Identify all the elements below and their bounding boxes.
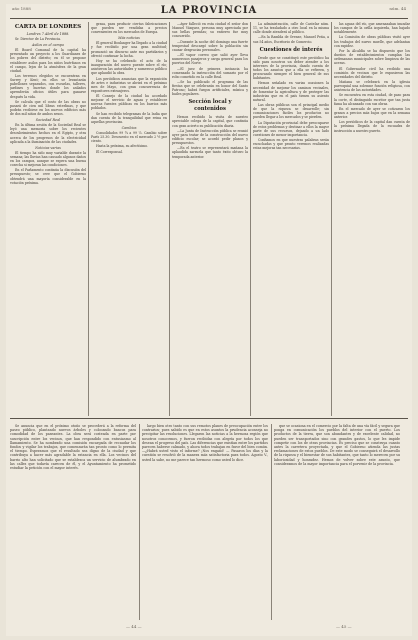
paragraph-5-8: Los periódicos de la capital dan cuenta de la próxima llegada de la escuadra de instrucción a nuestro puerto. (334, 120, 410, 133)
paragraph-4-5: Hemos señalado en varias ocasiones la necesidad de mejorar los caminos vecinales, de fomentar la agricultura y de proteger las industrias que en el país tienen su asiento natural. (253, 81, 329, 102)
column-2 (91, 22, 167, 416)
paragraph-4-8: Confiamos en que nuestras palabras serán escuchadas y que pronto veremos realizadas estas mejoras tan necesarias. (253, 138, 329, 151)
paragraph-1-5: El Board Comunal de la capital ha presentado un proyecto a los Guardianes de los pobres del distrito; en él se propone establecer asilos para los niños huérfanos en el campo, lejos de la atmósfera de la gran ciudad. (10, 48, 86, 73)
newspaper-page (6, 4, 412, 636)
paragraph-4-6: Las obras públicas son el principal medio de que la riqueza se desarrolle; sin comunicaciones fáciles los productos no pueden llegar a los mercados y se pierden. (253, 103, 329, 120)
paragraph-2-10: Hasta la próxima, su afectísimo. (96, 144, 149, 149)
column-rule (88, 22, 89, 416)
page-number-left: — 44 — (126, 624, 142, 629)
paragraph-1-6: Los terrenos elegidos se encuentran en Surrey y Kent; en ellos se levantarán pabellones separados, con escuelas, talleres, jardines y huertas donde los asilados aprenderán oficios útiles para ganarse después la vida. (10, 74, 86, 99)
paragraph-5-1: las aguas del río, que amenazaban inundar los campos de la orilla izquierda, han bajado notablemente. (334, 22, 410, 35)
masthead-title: LA PROVINCIA (160, 5, 258, 16)
masthead-date: año 1888 (12, 6, 31, 11)
masthead-rule (10, 18, 408, 19)
heading-1-2: Londres 7 Abril de 1888. (26, 32, 70, 36)
paragraph-2-4: Hoy se ha celebrado el acto de la inauguración del nuevo puente sobre el río; asistieron las autoridades y numeroso público que aplaudió la obra. (91, 58, 167, 76)
heading-2-8: Cambios (121, 125, 137, 130)
heading-4-3: Cuestiones de interés (259, 46, 323, 53)
column-4 (253, 22, 329, 416)
page-number-right: — 45 — (336, 624, 352, 629)
paragraph-1-7: Se calcula que el costo de las obras no pasará de cien mil libras esterlinas, y que podrán recibirse en los nuevos edificios más de dos mil niños de ambos sexos. (10, 99, 86, 117)
paragraph-4-7: La Diputación provincial debe preocuparse de estos problemas y destinar a ellos la mayor parte de sus recursos, dejando a un lado cuestiones de menor importancia. (253, 120, 329, 137)
paragraph-2-6: El Consejo de la ciudad ha acordado mejorar el servicio de aguas y establecer nuevas fuentes públicas en los barrios más poblados. (91, 94, 167, 111)
paragraph-5-6: Se encuentra en esta ciudad, de paso para la corte, el distinguido escritor que tan justa fama ha alcanzado con sus obras. (334, 93, 410, 106)
paragraph-2-5: Los periódicos anuncian que la exposición de artes e industrias se abrirá en el próximo mes de Mayo, con gran concurrencia de expositores extranjeros. (91, 76, 167, 93)
lower-paragraph-3: que se ocasiona en el comercio por la falta de una vía fácil y segura que ponga en comunicación los pueblos del interior con el puerto. Los productos de la tierra, que son abundantes y de excelente calidad, no pueden ser transportados sino con grandes gastos, lo que les impide competir con los de otras provincias. Es preciso que se construya cuanto antes la carretera proyectada, y que el Gobierno atienda las justas reclamaciones de estos pueblos. De este modo se conseguirá el desarrollo de la riqueza y el bienestar de sus habitantes, que tanto lo merecen por su laboriosidad y honradez. Hemos de volver sobre este asunto, que consideramos de la mayor importancia para el porvenir de la provincia. (274, 424, 400, 466)
paragraph-3-7: Hemos recibido la visita de nuestro apreciable colega de la capital, que continúa con gran acierto su publicación diaria. (172, 115, 248, 128)
paragraph-3-1: —Ayer falleció en esta ciudad el señor don Manuel Vázquez, persona muy apreciada por sus bellas prendas; su entierro fue muy concurrido. (172, 22, 248, 39)
column-rule (331, 22, 332, 416)
paragraph-4-1: La administración, calle de Castelar núm. 11, se ha trasladado a otro local en la misma calle donde atenderá al público. (253, 22, 329, 35)
paragraph-5-4: El Gobernador civil ha recibido una comisión de vecinos que le expusieron las necesidades del distrito. (334, 66, 410, 79)
paragraph-5-3: Por la Alcaldía se ha dispuesto que los dueños de establecimientos cumplan las ordenanzas municipales sobre limpieza de las aceras. (334, 48, 410, 66)
heading-1-4: Asilos en el campo (31, 43, 64, 48)
heading-1-10: Noticias varias (35, 145, 61, 150)
paragraph-3-8: —La Junta de Instrucción pública se reunió ayer para tratar de la construcción del nuevo edificio escolar; se acordó pedir planos y presupuestos. (172, 128, 248, 146)
masthead (6, 4, 412, 18)
lower-column-3 (274, 424, 400, 620)
column-5 (334, 22, 410, 416)
heading-3-6: Sección local y contenidos (188, 99, 232, 113)
paragraph-2-3: El general Boulanger ha llegado a la ciudad y fue recibido por una gran multitud; pronunció un discurso ante sus partidarios y ofreció continuar la lucha. (91, 41, 167, 58)
heading-2-2: Más noticias (118, 36, 140, 41)
column-3 (172, 22, 248, 416)
paragraph-2-11: El Corresponsal. (96, 149, 123, 154)
paragraph-1-9: En la última sesión de la Sociedad Real se leyó una memoria sobre los recientes descubrimientos hechos en el Egipto, y otra acerca de los progresos de la electricidad aplicada a la iluminación de las ciudades. (10, 123, 86, 144)
paragraph-2-7: Se han recibido telegramas de la India que dan cuenta de la tranquilidad que reina en aquellas provincias. (91, 111, 167, 124)
column-rule (250, 22, 251, 416)
masthead-number: núm. 44 (389, 6, 406, 11)
paragraph-3-9: —En el teatro se representará mañana la aplaudida zarzuela que tanto éxito obtuvo la temporada anterior. (172, 146, 248, 159)
lower-column-1 (10, 424, 136, 620)
paragraph-1-12: En el Parlamento continúa la discusión del presupuesto; se cree que el Gobierno obtendrá una mayoría considerable en la votación próxima. (10, 168, 86, 185)
paragraph-1-11: El tiempo ha sido muy variable durante la semana; las lluvias han causado algunos daños en los campos, aunque se espera una buena cosecha si mejoran las condiciones. (10, 150, 86, 168)
paragraph-5-2: La Comisión de obras públicas visitó ayer los trabajos del nuevo muelle, que adelantan con rapidez. (334, 35, 410, 48)
column-rule (169, 22, 170, 416)
paragraph-2-9: Consolidados 99 ¾ a 99 ⅞. Cambio sobre París 25.30. Descuento en el mercado 2 ½ por ciento. (91, 131, 167, 144)
heading-1-8: Sociedad Real (35, 118, 61, 123)
paragraph-4-4: Desde que se constituyó este periódico ha sido para nosotros un deber atender a los intereses de la provincia, dando cuenta de todos los asuntos que a ella se refieren, y procurando siempre el bien general de sus habitantes. (253, 55, 329, 81)
paragraph-4-2: —En la Rambla de Orense, Manuel Peña, a sus 54 años, Escritorio de Comercio. (253, 35, 329, 44)
paragraph-2-1: grasa, para producir ciertas fabricaciones que pueden ser vendidas a precios convenientes en los mercados de Europa. (91, 22, 167, 35)
paragraph-3-2: —Durante la noche del domingo una fuerte tempestad descargó sobre la población sin causar desgracias personales. (172, 39, 248, 52)
paragraph-5-5: Mañana se celebrará en la iglesia parroquial una solemne función religiosa, con asistencia de las autoridades. (334, 79, 410, 93)
lower-paragraph-1: Se anuncia que en el próximo otoño se procederá a la reforma del paseo público, plantando nuevos árboles y colocando bancos para comodidad de los paseantes. La obra será costeada en parte por suscripción entre los vecinos, que han respondido con entusiasmo al llamamiento. Se ha nombrado una comisión encargada de recaudar los fondos y vigilar los trabajos, que comenzarán tan pronto como lo permita el tiempo. Esperamos que el resultado sea digno de la ciudad y que contribuya a hacer más agradable la estancia en ella. Los vecinos del barrio alto han solicitado que se establezca un servicio de alumbrado en las calles que todavía carecen de él, y el Ayuntamiento ha prometido estudiar la petición con el mayor interés. (10, 424, 136, 471)
paragraph-5-7: En el mercado de ayer se cotizaron los granos a precios más bajos que en la semana anterior. (334, 106, 410, 120)
paragraph-3-4: —El juez de primera instancia ha comenzado la instrucción del sumario por el robo cometido en la calle Real. (172, 66, 248, 79)
lower-column-rule (139, 424, 140, 620)
lower-column-2 (142, 424, 268, 620)
section-divider (10, 418, 408, 419)
heading-1-1: CARTA DE LONDRES (14, 24, 82, 30)
paragraph-1-3: Sr. Director de La Provincia. (15, 37, 62, 42)
paragraph-3-5: —Se ha publicado el programa de las fiestas que se celebrarán en honor del Santo Patrono; habrá fuegos artificiales, música y bailes populares. (172, 79, 248, 97)
column-1 (10, 22, 86, 416)
lower-paragraph-2: largo bien otro tanto con sus remotos planes de preocupación entre los contrarios; pues sabido es que en estos asuntos la prudencia aconseja no precipitar las resoluciones. Llegaron las noticias a la hermosa región que nosotros conocemos, y fueron recibidas con alegría por todos los que desean el progreso del país. Las diferencias que existían entre los partidos parecen haberse calmado, y ahora todos trabajan en favor del bien común. —¿Habrá usted visto el informe? ¡Nos engañó! — Pasaron los días y la cuestión se resolvió de la manera más satisfactoria para todos. Agosto V., usted la sabe, no me parece tan hermoso como usted lo dice. (142, 424, 268, 462)
lower-column-rule (271, 424, 272, 620)
paragraph-3-3: —El vapor correo que salió ayer lleva numerosos pasajeros y carga general para los puertos del Norte. (172, 53, 248, 66)
